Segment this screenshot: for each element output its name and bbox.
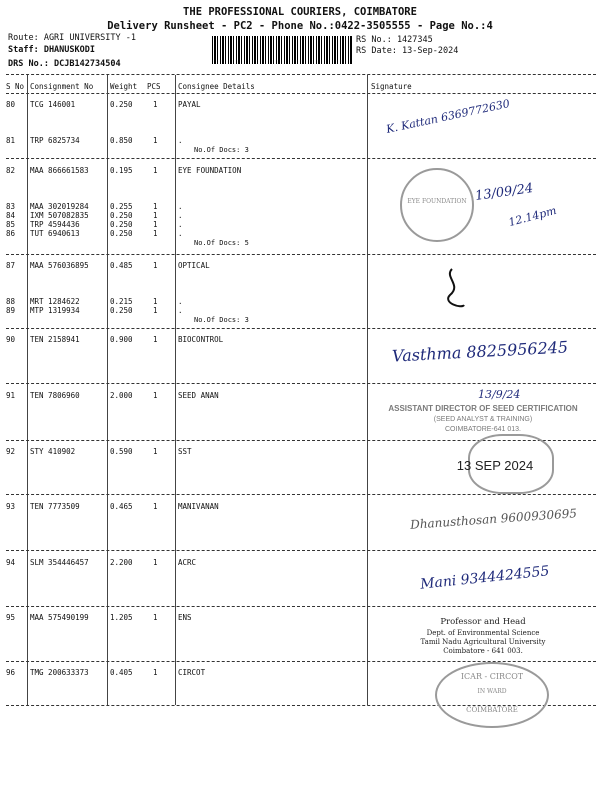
barcode <box>212 36 352 64</box>
row-consignment: MRT 1284622 <box>30 297 80 306</box>
row-divider <box>6 494 596 495</box>
row-pcs: 1 <box>153 211 158 220</box>
row-sno: 94 <box>6 558 16 567</box>
row-pcs: 1 <box>153 335 158 344</box>
row-pcs: 1 <box>153 202 158 211</box>
row-consignment: TUT 6940613 <box>30 229 80 238</box>
row-consignment: TEN 2158941 <box>30 335 80 344</box>
row-weight: 0.250 <box>110 306 133 315</box>
column-header-pcs: PCS <box>147 82 161 91</box>
row-sno: 84 <box>6 211 16 220</box>
row-sno: 85 <box>6 220 16 229</box>
runsheet-subtitle: Delivery Runsheet - PC2 - Phone No.:0422-3505555 - Page No.:4 <box>107 20 493 32</box>
seed-signature-date: 13/9/24 <box>478 388 521 401</box>
circot-stamp-bottom: COIMBATORE <box>466 706 518 714</box>
ens-stamp-line4: Coimbatore - 641 003. <box>443 647 523 655</box>
eye-signature-time: 12.14pm <box>507 203 558 230</box>
row-weight: 0.250 <box>110 220 133 229</box>
row-consignment: TEN 7773509 <box>30 502 80 511</box>
row-consignment: SLM 354446457 <box>30 558 89 567</box>
docs-count: No.Of Docs: 3 <box>194 146 249 154</box>
seed-stamp-line2: (SEED ANALYST & TRAINING) <box>433 416 533 423</box>
row-consignee: ENS <box>178 613 192 622</box>
row-weight: 1.205 <box>110 613 133 622</box>
row-divider <box>6 158 596 159</box>
row-sno: 83 <box>6 202 16 211</box>
eye-signature-date: 13/09/24 <box>474 181 535 204</box>
row-pcs: 1 <box>153 297 158 306</box>
row-weight: 0.900 <box>110 335 133 344</box>
row-consignment: TEN 7806960 <box>30 391 80 400</box>
row-weight: 0.250 <box>110 100 133 109</box>
row-consignee: OPTICAL <box>178 261 210 270</box>
column-header-sno: S No <box>6 82 25 91</box>
column-header-weight: Weight <box>110 82 138 91</box>
row-consignment: TRP 4594436 <box>30 220 80 229</box>
row-pcs: 1 <box>153 613 158 622</box>
row-pcs: 1 <box>153 220 158 229</box>
column-rule <box>107 75 108 705</box>
row-consignee: . <box>178 306 183 315</box>
row-pcs: 1 <box>153 136 158 145</box>
circot-stamp-top: ICAR - CIRCOT <box>460 672 524 681</box>
row-consignment: TCG 146001 <box>30 100 76 109</box>
row-pcs: 1 <box>153 261 158 270</box>
row-consignment: IXM 507082835 <box>30 211 89 220</box>
row-pcs: 1 <box>153 447 158 456</box>
divider <box>6 93 596 94</box>
optical-signature <box>440 265 470 315</box>
row-weight: 2.000 <box>110 391 133 400</box>
drs-number: DRS No.: DCJB142734504 <box>8 59 121 69</box>
row-sno: 88 <box>6 297 16 306</box>
row-sno: 95 <box>6 613 16 622</box>
row-consignment: MAA 576036895 <box>30 261 89 270</box>
row-weight: 0.255 <box>110 202 133 211</box>
row-sno: 86 <box>6 229 16 238</box>
row-sno: 80 <box>6 100 16 109</box>
row-pcs: 1 <box>153 558 158 567</box>
row-sno: 81 <box>6 136 16 145</box>
rs-date: RS Date: 13-Sep-2024 <box>356 46 459 56</box>
row-weight: 2.200 <box>110 558 133 567</box>
row-weight: 0.195 <box>110 166 133 175</box>
eye-foundation-stamp <box>400 168 474 242</box>
row-pcs: 1 <box>153 100 158 109</box>
row-weight: 0.405 <box>110 668 133 677</box>
divider <box>6 74 596 75</box>
ens-stamp-line1: Professor and Head <box>440 617 526 627</box>
company-title: THE PROFESSIONAL COURIERS, COIMBATORE <box>183 6 417 18</box>
row-weight: 0.215 <box>110 297 133 306</box>
row-consignee: . <box>178 136 183 145</box>
row-weight: 0.250 <box>110 229 133 238</box>
row-consignee: BIOCONTROL <box>178 335 224 344</box>
row-weight: 0.465 <box>110 502 133 511</box>
docs-count: No.Of Docs: 5 <box>194 239 249 247</box>
circot-stamp <box>435 662 549 728</box>
row-pcs: 1 <box>153 229 158 238</box>
row-sno: 96 <box>6 668 16 677</box>
row-sno: 93 <box>6 502 16 511</box>
row-consignee: SEED ANAN <box>178 391 219 400</box>
column-rule <box>175 75 176 705</box>
row-consignee: . <box>178 211 183 220</box>
row-consignment: MAA 302019284 <box>30 202 89 211</box>
row-consignee: . <box>178 202 183 211</box>
signature-payal: K. Kattan 6369772630 <box>385 97 511 136</box>
biocontrol-signature: Vasthma 8825956245 <box>391 337 569 366</box>
seed-stamp-line1: ASSISTANT DIRECTOR OF SEED CERTIFICATION <box>388 404 578 413</box>
column-header-consignee: Consignee Details <box>178 82 255 91</box>
row-consignment: TMG 200633373 <box>30 668 89 677</box>
ens-stamp-line3: Tamil Nadu Agricultural University <box>420 638 546 646</box>
row-weight: 0.590 <box>110 447 133 456</box>
row-pcs: 1 <box>153 391 158 400</box>
row-pcs: 1 <box>153 668 158 677</box>
rs-number: RS No.: 1427345 <box>356 35 433 45</box>
row-consignee: CIRCOT <box>178 668 206 677</box>
row-sno: 87 <box>6 261 16 270</box>
row-divider <box>6 606 596 607</box>
row-consignee: SST <box>178 447 192 456</box>
column-rule <box>367 75 368 705</box>
sst-stamp-date: 13 SEP 2024 <box>456 458 534 473</box>
row-sno: 91 <box>6 391 16 400</box>
column-header-consignment: Consignment No <box>30 82 94 91</box>
row-consignee: . <box>178 297 183 306</box>
row-pcs: 1 <box>153 306 158 315</box>
row-consignment: STY 410902 <box>30 447 76 456</box>
row-pcs: 1 <box>153 166 158 175</box>
row-consignee: EYE FOUNDATION <box>178 166 242 175</box>
column-rule <box>27 75 28 705</box>
acrc-signature: Mani 9344424555 <box>419 563 551 593</box>
row-weight: 0.850 <box>110 136 133 145</box>
row-sno: 82 <box>6 166 16 175</box>
ens-stamp-line2: Dept. of Environmental Science <box>426 629 540 637</box>
row-pcs: 1 <box>153 502 158 511</box>
row-consignment: TRP 6825734 <box>30 136 80 145</box>
docs-count: No.Of Docs: 3 <box>194 316 249 324</box>
row-weight: 0.485 <box>110 261 133 270</box>
row-sno: 90 <box>6 335 16 344</box>
row-consignment: MAA 575490199 <box>30 613 89 622</box>
seed-stamp-line3: COIMBATORE-641 013. <box>445 426 521 433</box>
row-consignment: MAA 866661583 <box>30 166 89 175</box>
row-sno: 92 <box>6 447 16 456</box>
row-divider <box>6 550 596 551</box>
row-divider <box>6 328 596 329</box>
row-consignee: ACRC <box>178 558 197 567</box>
row-divider <box>6 383 596 384</box>
circot-stamp-mid: IN WARD <box>477 688 507 695</box>
eye-stamp-text: EYE FOUNDATION <box>407 198 467 205</box>
column-header-signature: Signature <box>371 82 412 91</box>
staff-label: Staff: DHANUSKODI <box>8 45 95 55</box>
route-label: Route: AGRI UNIVERSITY -1 <box>8 33 136 43</box>
row-consignee: . <box>178 220 183 229</box>
row-divider <box>6 254 596 255</box>
row-weight: 0.250 <box>110 211 133 220</box>
row-consignee: MANIVANAN <box>178 502 219 511</box>
row-sno: 89 <box>6 306 16 315</box>
row-consignee: . <box>178 229 183 238</box>
row-consignee: PAYAL <box>178 100 201 109</box>
row-consignment: MTP 1319934 <box>30 306 80 315</box>
row-divider <box>6 661 596 662</box>
manivanan-signature: Dhanusthosan 9600930695 <box>409 506 578 532</box>
